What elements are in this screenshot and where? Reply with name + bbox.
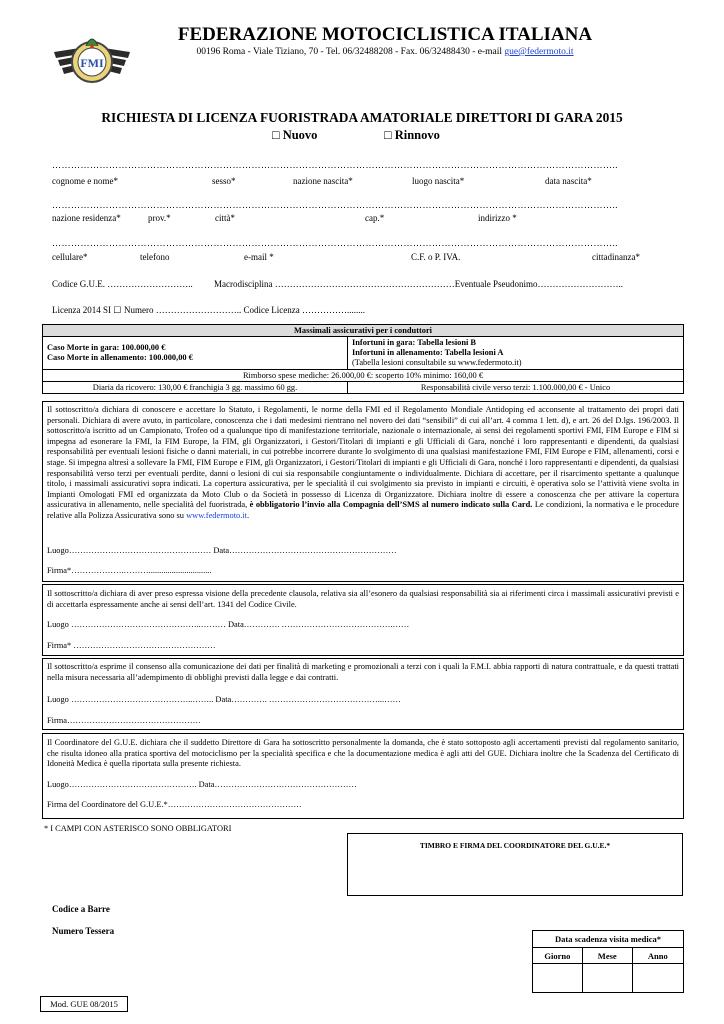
declaration-1-text: Il sottoscritto/a dichiara di conoscere e accettare lo Statuto, i Regolamenti, le norme della FMI ed il Regolamento Mondiale Antidoping ed acconsente al trattamento dei propri dati personali. Dichiara di avere avuto, in particolare, conoscenza che i dati medesimi rientrano nel novero dei dati “sensibili” di cui all’art. 4 comma 1 lett. d), e art. 26 del D.lgs. 196/2003. Il sottoscritto/a iscritto ad un Campionato, Trofeo od a qualunque tipo di manifestazione territoriale, nazionale o internazionale, ai sensi dei regolamenti sportivi FMI, FIM Europe e FIM si impegna ad esonerare la FMI, la FIM Europe, la FIM, gli Organizzatori, i Gestori/Titolari di impianti e gli Ufficiali di Gara, nonché i loro rappresentanti e dipendenti, da qualsiasi responsabilità per eventuali lesioni fisiche o danni materiali, in cui potrebbe incorrere durante lo svolgimento di una qualsiasi manifestazione FMI, FIM Europe e FIM, allenamenti, corsi e stage. Si impegna altresì a sollevare la FMI, FIM Europe e FIM, gli Organizzatori, i Gestori/Titolari di impianti e gli Ufficiali di Gara, nonché i loro rappresentanti e dipendenti, da qualsiasi responsabilità verso terzi per eventuali perdite, danni o lesioni di cui sia responsabile congiuntamente o individualmente. Dichiara di accettare, per il risarcimento spettante a qualunque titolo, i massimali assicurativi sopra indicati. La copertura assicurativa, per le specialità il cui svolgimento sia previsto in impianti e circuiti, è operativa solo se l’attività viene svolta in Impianti Omologati FMI ed organizzata da Moto Club o da Società in possesso di Licenza di Organizzatore. Dichiara inoltre di essere a conoscenza che per attivare la copertura assicurativa in allenamento, nelle specialità del fuoristrada, è obbligatorio l’invio alla Compagnia dell’SMS al numero indicato sulla Card. Le condizioni, la normativa e le procedure relative alla Polizza Assicurativa sono su www.federmoto.it. (47, 405, 680, 520)
label-indirizzo: indirizzo * (478, 213, 517, 223)
row1-dots: …………………………………………………………………………………………………………………………………………………………….. (52, 160, 618, 170)
declaration-2-luogo-data[interactable]: Luogo ………………………………………..……… Data…………. ………………………………….…… (47, 620, 410, 629)
visit-anno-cell[interactable] (632, 964, 683, 993)
label-cf: C.F. o P. IVA. (411, 252, 461, 262)
header-address: 00196 Roma - Viale Tiziano, 70 - Tel. 06/32488208 - Fax. 06/32488430 - e-mail gue@federmoto.it (196, 47, 574, 57)
declaration-3-firma[interactable]: Firma………………………………………… (47, 716, 202, 725)
mod-label: Mod. GUE 08/2015 (50, 999, 118, 1009)
option-renew[interactable]: □ Rinnovo (384, 128, 440, 142)
federmoto-link[interactable]: www.federmoto.it (186, 510, 247, 520)
declaration-2-firma[interactable]: Firma* …………………………………………… (47, 641, 216, 650)
barcode-label: Codice a Barre (52, 904, 110, 914)
declaration-2-text: Il sottoscritto/a dichiara di aver preso espressa visione della precedente clausola, relativa sia all’esonero da qualsiasi responsabilità sia ai riferimenti circa i massimali assicurativi previsti e di accettarla espressamente anche ai sensi dell’art. 1341 del Codice Civile. (47, 589, 679, 609)
label-luogo-nascita: luogo nascita* (412, 176, 465, 186)
visit-mese-label: Mese (582, 948, 632, 964)
visit-expiry-table (532, 930, 684, 993)
declaration-4-luogo-data[interactable]: Luogo………………………………………. Data…………………………………………… (47, 780, 357, 789)
declaration-1-firma[interactable]: Firma*……………….……….............................. (47, 566, 212, 575)
required-fields-note: * I CAMPI CON ASTERISCO SONO OBBLIGATORI (44, 824, 232, 833)
federation-title: FEDERAZIONE MOTOCICLISTICA ITALIANA (177, 24, 593, 45)
visit-mese-cell[interactable] (582, 964, 632, 993)
label-cellulare: cellulare* (52, 252, 88, 262)
header-email-link[interactable]: gue@federmoto.it (504, 47, 574, 57)
visit-giorno-cell[interactable] (533, 964, 583, 993)
label-telefono: telefono (140, 252, 170, 262)
field-licenza[interactable]: Licenza 2014 SI ☐ (52, 305, 122, 315)
label-nazione-residenza: nazione residenza* (52, 213, 121, 223)
insurance-diaria: Diaria da ricovero: 130,00 € franchigia 3 gg. massimo 60 gg. (43, 382, 348, 394)
field-macrodisciplina[interactable]: Macrodisciplina ……………………………………………………Eventuale Pseudonimo……………………….. (214, 279, 623, 289)
insurance-table (42, 324, 684, 394)
logo-text: FMI (80, 56, 104, 70)
insurance-header: Massimali assicurativi per i conduttori (43, 325, 684, 337)
form-title: RICHIESTA DI LICENZA FUORISTRADA AMATORIALE DIRETTORI DI GARA 2015 (101, 110, 623, 125)
row3-dots: …………………………………………………………………………………………………………………………………………………………….. (52, 238, 618, 248)
label-data-nascita: data nascita* (545, 176, 592, 186)
label-nazione-nascita: nazione nascita* (293, 176, 353, 186)
visit-anno-label: Anno (632, 948, 683, 964)
field-numero-licenza[interactable]: Numero ……………………….. Codice Licenza ……………........ (124, 305, 365, 315)
insurance-death: Caso Morte in gara: 100.000,00 € Caso Morte in allenamento: 100.000,00 € (43, 337, 348, 370)
declaration-3-luogo-data[interactable]: Luogo ……………………………………..…….. Data…………. …………………………………...…… (47, 695, 401, 704)
declaration-4-firma[interactable]: Firma del Coordinatore del G.U.E.*………………………………………… (47, 800, 302, 809)
label-citta: città* (215, 213, 235, 223)
tessera-label: Numero Tessera (52, 926, 115, 936)
stamp-label: TIMBRO E FIRMA DEL COORDINATORE DEL G.U.E.* (419, 841, 611, 850)
option-new[interactable]: □ Nuovo (272, 128, 318, 142)
visit-expiry-title: Data scadenza visita medica* (533, 931, 684, 948)
declaration-3-text: Il sottoscritto/a esprime il consenso alla comunicazione dei dati per finalità di marketing e promozionali a terzi con i quali la F.M.I. abbia rapporti di natura contrattuale, e da questi trattati nella misura necessaria all’adempimento di obblighi previsti dalla legge e dai contratti. (47, 662, 679, 682)
label-email: e-mail * (244, 252, 274, 262)
field-codice-gue[interactable]: Codice G.U.E. ……………………….. (52, 279, 193, 289)
label-prov: prov.* (148, 213, 171, 223)
declaration-1-luogo-data[interactable]: Luogo…………………………………………… Data…………………………………………………… (47, 546, 397, 555)
fmi-logo (50, 18, 134, 102)
insurance-rc: Responsabilità civile verso terzi: 1.100.000,00 € - Unico (348, 382, 684, 394)
insurance-injury: Infortuni in gara: Tabella lesioni B Infortuni in allenamento: Tabella lesioni A (Tabella lesioni consultabile su www.federmoto.it) (348, 337, 684, 370)
visit-giorno-label: Giorno (533, 948, 583, 964)
label-sesso: sesso* (212, 176, 236, 186)
label-cognome: cognome e nome* (52, 176, 118, 186)
declaration-4-text: Il Coordinatore del G.U.E. dichiara che il suddetto Direttore di Gara ha sottoscritto personalmente la domanda, che è stato sottoposto agli accertamenti previsti dal regolamento sanitario, che risulta idoneo alla pratica sportiva del motociclismo per la specialità specifica e che la documentazione medica è agli atti del GUE. Dichiara inoltre che la Scadenza del Certificato di Idoneità Medica è quella riportata sulla presente richiesta. (47, 738, 679, 769)
row2-dots: …………………………………………………………………………………………………………………………………………………………….. (52, 200, 618, 210)
insurance-rimborso: Rimborso spese mediche: 26.000,00 €: scoperto 10% minimo: 160,00 € (43, 370, 684, 382)
label-cap: cap.* (365, 213, 385, 223)
label-cittadinanza: cittadinanza* (592, 252, 640, 262)
